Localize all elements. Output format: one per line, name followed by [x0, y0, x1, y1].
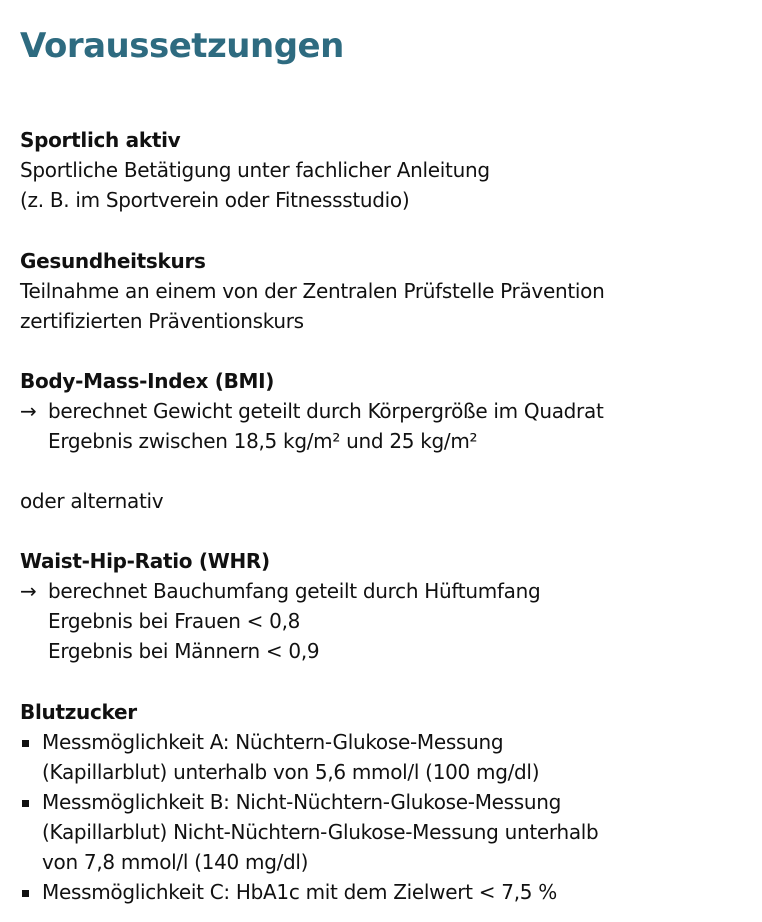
section-text: (z. B. im Sportverein oder Fitnessstudio): [20, 188, 410, 212]
section-text: zertifizierten Präventionskurs: [20, 309, 304, 333]
section-text: Ergebnis bei Männern < 0,9: [48, 639, 320, 663]
section-text: Teilnahme an einem von der Zentralen Prüfstelle Prävention: [20, 279, 605, 303]
square-bullet-icon: [22, 800, 29, 807]
square-bullet-icon: [22, 890, 29, 897]
section-heading: Body-Mass-Index (BMI): [20, 369, 275, 393]
list-item: [20, 877, 750, 907]
arrow-item: [20, 396, 750, 426]
list-item-text: Messmöglichkeit A: Nüchtern-Glukose-Messung: [42, 730, 504, 754]
list-item-text: Messmöglichkeit B: Nicht-Nüchtern-Glukose-Messung: [42, 790, 562, 814]
section-heading: Waist-Hip-Ratio (WHR): [20, 549, 270, 573]
arrow-right-icon: →: [20, 399, 37, 423]
section-bmi: [20, 366, 750, 456]
section-text: berechnet Bauchumfang geteilt durch Hüftumfang: [48, 579, 541, 603]
page-title: Voraussetzungen: [20, 26, 344, 66]
list-item-text: Messmöglichkeit C: HbA1c mit dem Zielwert < 7,5 %: [42, 880, 557, 904]
section-whr: [20, 546, 750, 666]
arrow-item: [20, 576, 750, 606]
section-heading: Sportlich aktiv: [20, 128, 181, 152]
section-sport: [20, 125, 750, 215]
section-heading: Gesundheitskurs: [20, 249, 206, 273]
square-bullet-icon: [22, 740, 29, 747]
section-text: berechnet Gewicht geteilt durch Körpergröße im Quadrat: [48, 399, 604, 423]
section-text: Ergebnis zwischen 18,5 kg/m² und 25 kg/m²: [48, 429, 478, 453]
alternative-note: [20, 486, 750, 516]
section-blutzucker: [20, 697, 750, 907]
list-item-text: (Kapillarblut) Nicht-Nüchtern-Glukose-Messung unterhalb: [42, 820, 599, 844]
section-text: Ergebnis bei Frauen < 0,8: [48, 609, 301, 633]
arrow-right-icon: →: [20, 579, 37, 603]
alternative-text: oder alternativ: [20, 489, 164, 513]
section-text: Sportliche Betätigung unter fachlicher Anleitung: [20, 158, 490, 182]
list-item-text: (Kapillarblut) unterhalb von 5,6 mmol/l (100 mg/dl): [42, 760, 540, 784]
list-item: [20, 787, 750, 817]
section-gesundheitskurs: [20, 246, 750, 336]
section-heading: Blutzucker: [20, 700, 137, 724]
list-item-text: von 7,8 mmol/l (140 mg/dl): [42, 850, 309, 874]
list-item: [20, 727, 750, 757]
